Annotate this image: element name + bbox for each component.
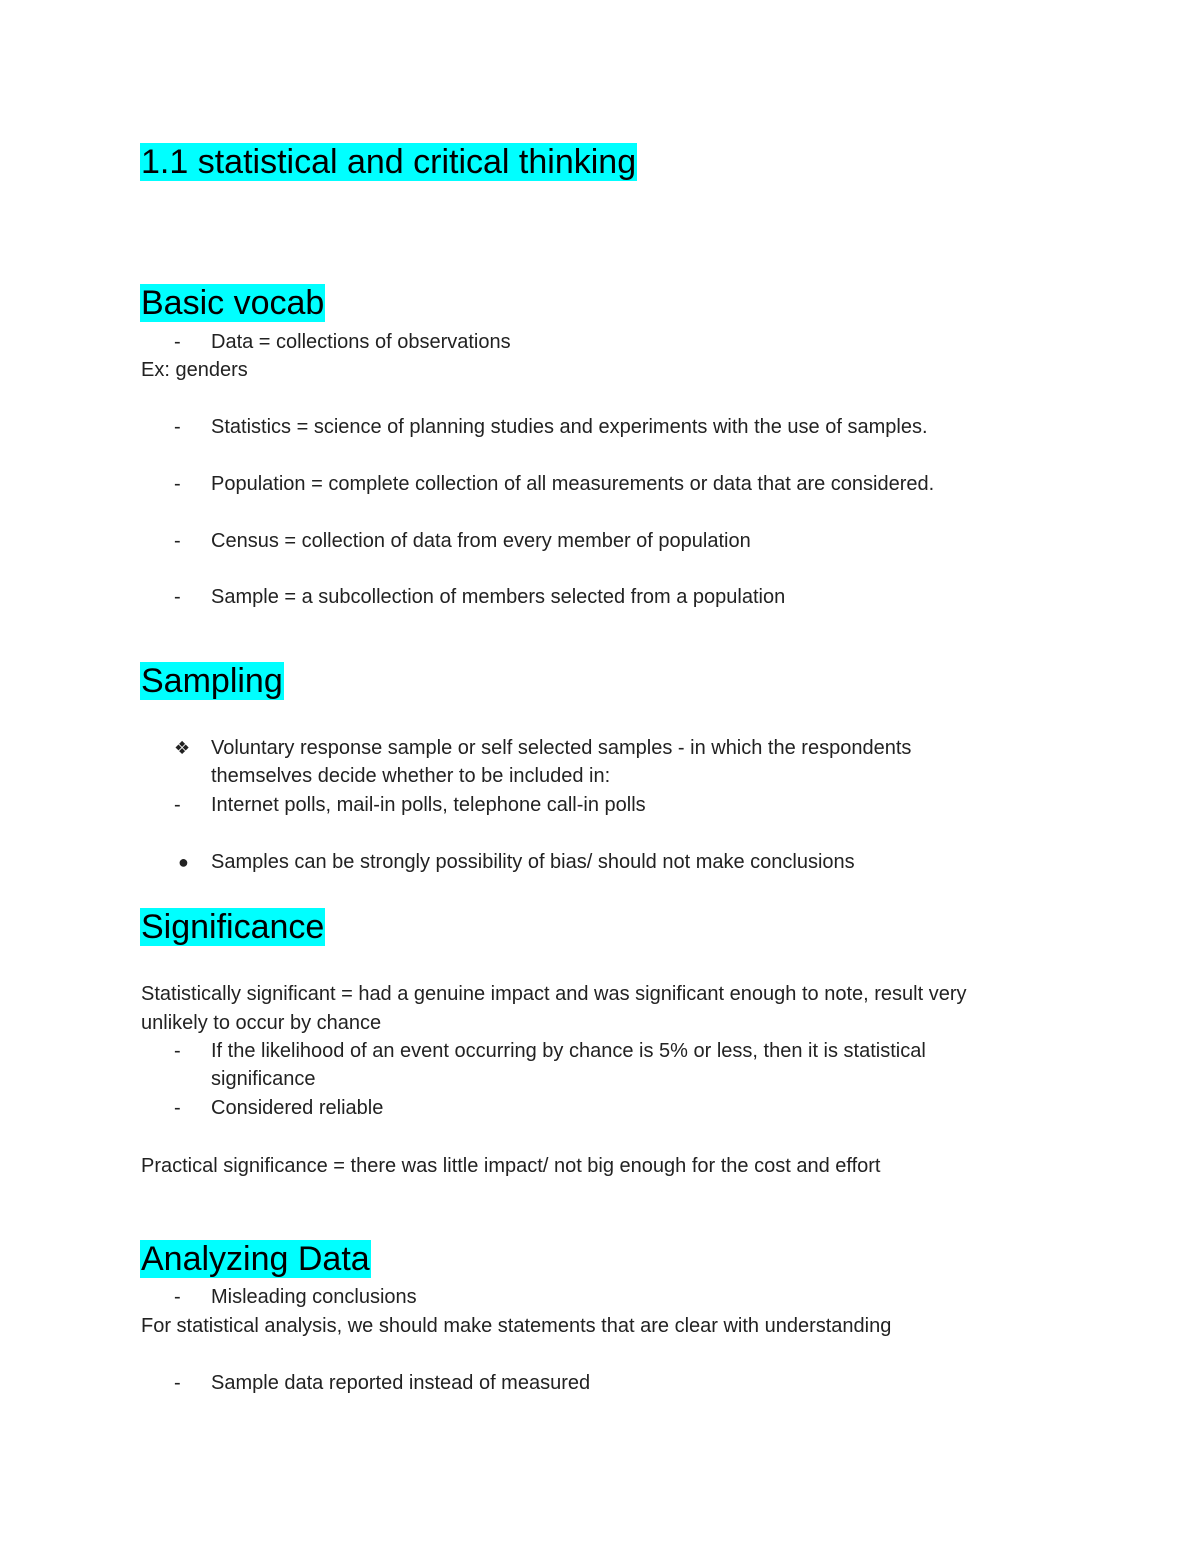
diamond-bullet-icon: ❖	[174, 738, 191, 758]
list-item-population: Population = complete collection of all measurements or data that are considered.	[211, 473, 935, 495]
document-title	[140, 140, 637, 184]
dash-marker: -	[174, 530, 181, 552]
section-heading-basic-vocab-text: Basic vocab	[141, 284, 325, 322]
section-heading-analyzing-data-text: Analyzing Data	[141, 1240, 370, 1278]
dash-marker: -	[174, 794, 181, 816]
example-genders: Ex: genders	[141, 359, 248, 381]
list-item-statistics: Statistics = science of planning studies and experiments with the use of samples.	[211, 416, 928, 438]
list-item-sample: Sample = a subcollection of members selected from a population	[211, 586, 786, 608]
dash-marker: -	[174, 473, 181, 495]
section-heading-significance-text: Significance	[141, 908, 325, 946]
statistical-analysis-statement: For statistical analysis, we should make statements that are clear with understanding	[141, 1315, 892, 1337]
section-heading-sampling-text: Sampling	[141, 662, 283, 700]
dash-marker: -	[174, 1372, 181, 1394]
dash-marker: -	[174, 331, 181, 353]
list-item-bias: Samples can be strongly possibility of bias/ should not make conclusions	[211, 851, 855, 873]
list-item-data: Data = collections of observations	[211, 331, 511, 353]
round-bullet-icon: ●	[178, 852, 189, 872]
list-item-sample-reported: Sample data reported instead of measured	[211, 1372, 591, 1394]
document-title-text: 1.1 statistical and critical thinking	[141, 143, 637, 181]
section-heading-analyzing-data	[140, 1237, 371, 1281]
dash-marker: -	[174, 586, 181, 608]
section-heading-significance	[140, 905, 325, 949]
statistically-significant-line1: Statistically significant = had a genuine impact and was significant enough to note, result very	[141, 983, 967, 1005]
section-heading-sampling	[140, 659, 284, 703]
statistically-significant-line2: unlikely to occur by chance	[141, 1012, 382, 1034]
section-heading-basic-vocab	[140, 281, 325, 325]
list-item-reliable: Considered reliable	[211, 1097, 384, 1119]
dash-marker: -	[174, 1286, 181, 1308]
dash-marker: -	[174, 1097, 181, 1119]
list-item-voluntary-line1: Voluntary response sample or self selected samples - in which the respondents	[211, 737, 912, 759]
list-item-likelihood-line2: significance	[211, 1068, 316, 1090]
practical-significance: Practical significance = there was little impact/ not big enough for the cost and effort	[141, 1155, 881, 1177]
dash-marker: -	[174, 1040, 181, 1062]
list-item-census: Census = collection of data from every member of population	[211, 530, 751, 552]
list-item-polls: Internet polls, mail-in polls, telephone call-in polls	[211, 794, 646, 816]
list-item-misleading: Misleading conclusions	[211, 1286, 417, 1308]
list-item-voluntary-line2: themselves decide whether to be included in:	[211, 765, 611, 787]
dash-marker: -	[174, 416, 181, 438]
list-item-likelihood-line1: If the likelihood of an event occurring by chance is 5% or less, then it is statistical	[211, 1040, 926, 1062]
